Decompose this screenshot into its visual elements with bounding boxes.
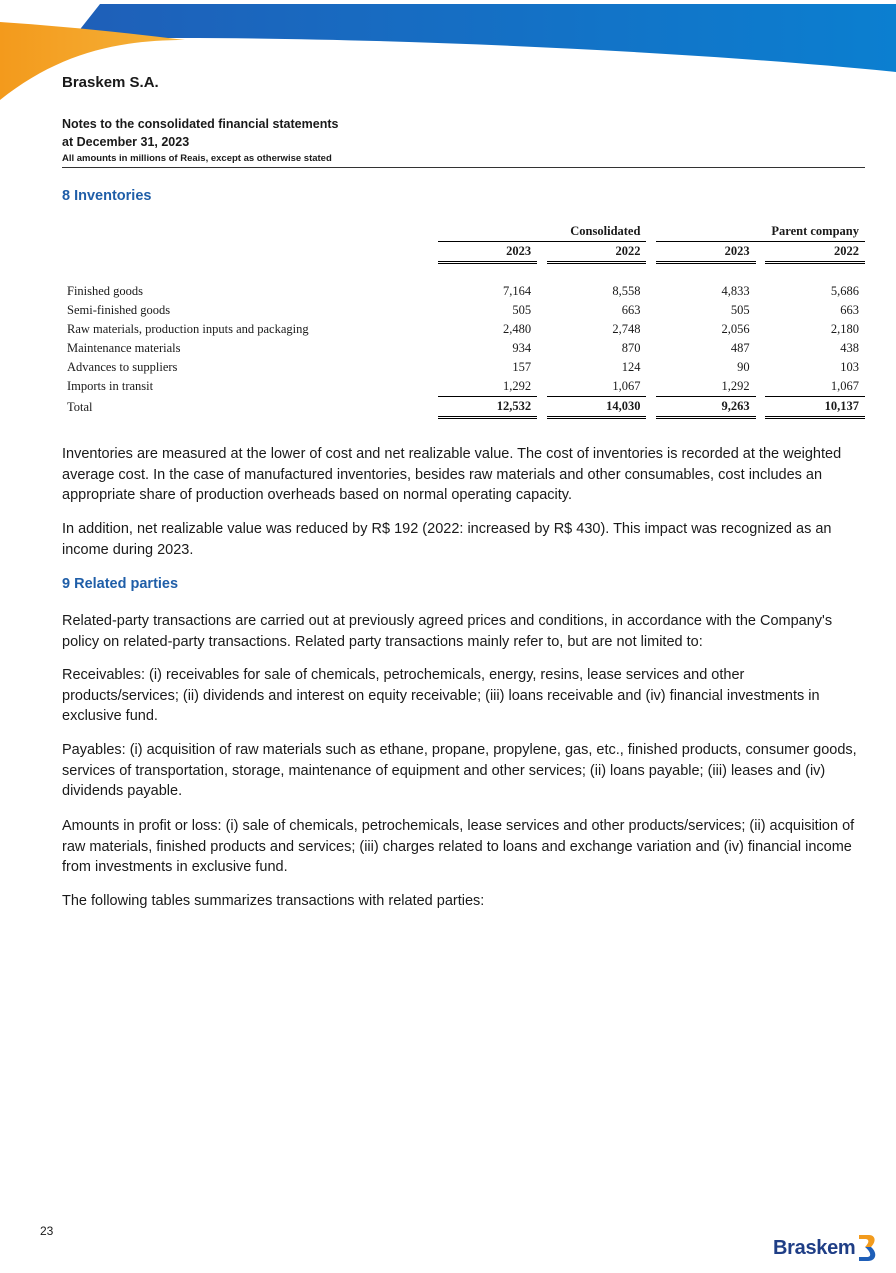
- table-row: [62, 377, 865, 397]
- row-value: 663: [840, 303, 859, 317]
- row-value: 934: [512, 341, 532, 355]
- row-value: 9,263: [656, 397, 755, 418]
- row-label: Imports in transit: [67, 379, 154, 394]
- row-value: 157: [512, 360, 532, 374]
- paragraph: Related-party transactions are carried out at previously agreed prices and conditions, in accordance with the Company's policy on related-party transactions. Related party transactions mainly refer to, but are not limited to:: [62, 613, 833, 650]
- amounts-note: All amounts in millions of Reais, except as otherwise stated: [62, 153, 865, 168]
- row-label: Maintenance materials: [67, 341, 181, 355]
- logo-text: Braskem: [773, 1236, 856, 1259]
- inventories-table: [62, 222, 865, 419]
- row-value: 1,292: [438, 377, 538, 397]
- row-value: 505: [730, 303, 750, 317]
- group-consolidated: Consolidated: [438, 222, 647, 242]
- braskem-mark-icon: [857, 1233, 879, 1263]
- row-value: 90: [737, 360, 750, 374]
- year-header: 2023: [656, 242, 755, 263]
- row-value: 438: [840, 341, 859, 355]
- row-value: 8,558: [612, 284, 641, 298]
- row-value: 2,180: [830, 322, 859, 336]
- paragraph: Amounts in profit or loss: (i) sale of chemicals, petrochemicals, lease services and other products/services; (ii) acquisition of raw materials, finished products and services; (iii) charges related to loans and exchange variation and (iv) financial income from investments in exclusive fund.: [62, 818, 855, 875]
- row-value: 103: [840, 360, 859, 374]
- row-value: 2,056: [721, 322, 750, 336]
- row-value: 4,833: [721, 284, 750, 298]
- notes-date: at December 31, 2023: [62, 135, 190, 149]
- row-value: 870: [621, 341, 641, 355]
- table-row: [62, 339, 865, 358]
- row-value: 1,067: [547, 377, 647, 397]
- row-value: 1,292: [656, 377, 755, 397]
- table-group-header: [62, 222, 865, 242]
- company-name: Braskem S.A.: [62, 74, 159, 91]
- row-value: 1,067: [765, 377, 865, 397]
- row-label: Finished goods: [67, 284, 144, 298]
- section-9-title: 9 Related parties: [62, 576, 179, 592]
- paragraph: In addition, net realizable value was reduced by R$ 192 (2022: increased by R$ 430). This impact was recognized as an income during 2023.: [62, 521, 832, 558]
- row-value: 2,748: [612, 322, 641, 336]
- row-value: 487: [730, 341, 750, 355]
- row-value: 663: [621, 303, 641, 317]
- table-row: [62, 358, 865, 377]
- year-header: 2022: [547, 242, 647, 263]
- row-value: 10,137: [765, 397, 865, 418]
- section-8-title: 8 Inventories: [62, 188, 152, 204]
- row-value: 5,686: [830, 284, 859, 298]
- document-header: [62, 74, 865, 168]
- row-value: 12,532: [438, 397, 538, 418]
- row-value: 505: [512, 303, 532, 317]
- row-value: 2,480: [503, 322, 532, 336]
- group-parent-company: Parent company: [656, 222, 865, 242]
- row-label: Semi-finished goods: [67, 303, 171, 317]
- paragraph: Payables: (i) acquisition of raw materials such as ethane, propane, propylene, gas, etc., finished products, consumer goods, services of transportation, storage, maintenance of equipment and other services; (ii) loans payable; (iii) leases and (iv) dividends payable.: [62, 742, 857, 799]
- year-header: 2023: [438, 242, 538, 263]
- table-row: [62, 301, 865, 320]
- paragraph: Inventories are measured at the lower of cost and net realizable value. The cost of inventories is recorded at the weighted average cost. In the case of manufactured inventories, besides raw materials and other consumables, cost includes an appropriate share of production overheads based on normal operating capacity.: [62, 446, 842, 503]
- table-row: [62, 397, 865, 418]
- table-row: [62, 282, 865, 301]
- table-year-header: [62, 242, 865, 263]
- table-row: [62, 320, 865, 339]
- row-label: Advances to suppliers: [67, 360, 178, 374]
- row-value: 14,030: [547, 397, 647, 418]
- row-label: Raw materials, production inputs and packaging: [67, 322, 309, 336]
- year-header: 2022: [765, 242, 865, 263]
- paragraph: The following tables summarizes transactions with related parties:: [62, 893, 485, 909]
- paragraph: Receivables: (i) receivables for sale of chemicals, petrochemicals, energy, resins, lease services and other products/services; (ii) dividends and interest on equity receivable; (iii) loans receivable and (iv) financial investments in exclusive fund.: [62, 667, 820, 724]
- page-number: 23: [40, 1224, 54, 1238]
- row-value: 7,164: [503, 284, 532, 298]
- row-value: 124: [621, 360, 641, 374]
- notes-title: Notes to the consolidated financial statements: [62, 117, 339, 131]
- braskem-logo: [773, 1232, 879, 1264]
- row-label: Total: [67, 399, 93, 414]
